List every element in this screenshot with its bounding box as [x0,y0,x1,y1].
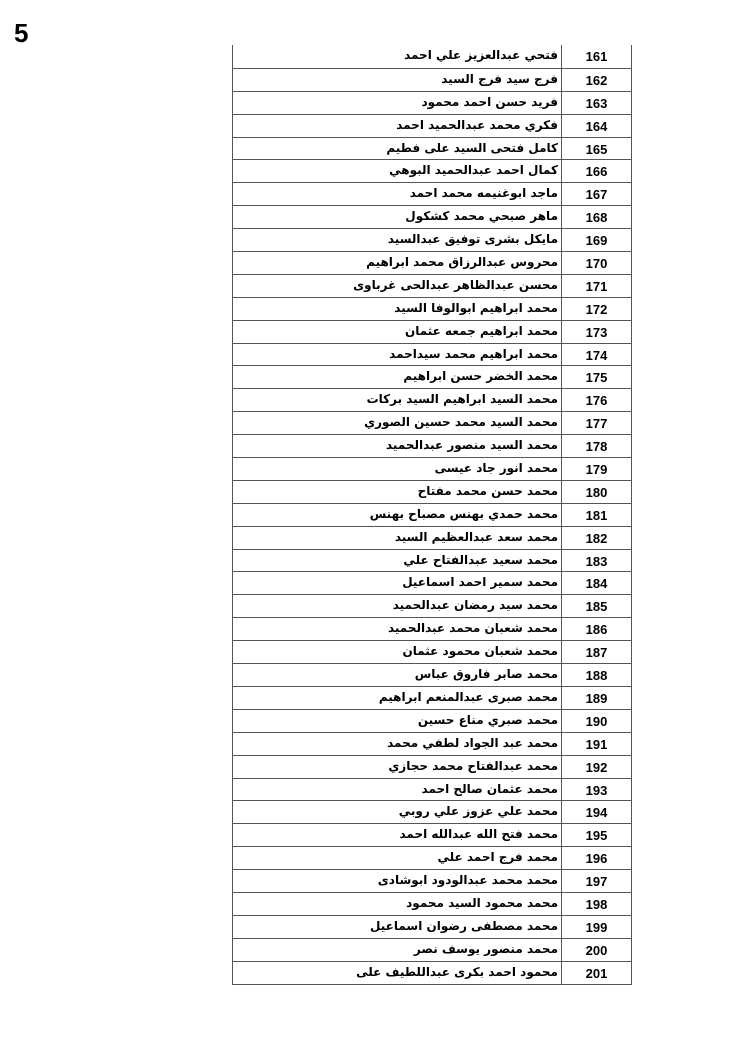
name-cell: محمد صبري مناع حسين [233,710,562,732]
number-cell: 175 [585,370,608,386]
number-cell: 169 [585,233,608,249]
name-cell: محسن عبدالظاهر عبدالحى غرباوى [233,275,562,297]
table-row [233,274,631,297]
name-cell: كامل فتحى السيد على فطيم [233,138,562,160]
number-cell: 164 [585,118,608,134]
number-cell: 185 [585,599,608,615]
table-row [233,709,631,732]
number-cell: 191 [585,736,608,752]
table-row [233,663,631,686]
number-cell: 196 [585,851,608,867]
number-cell: 168 [585,210,608,226]
table-row [233,549,631,572]
number-cell: 194 [585,805,608,821]
name-cell: محمد حسن محمد مفتاح [233,481,562,503]
name-cell: فريد حسن احمد محمود [233,92,562,114]
name-cell: محمد صابر فاروق عباس [233,664,562,686]
number-cell: 197 [585,874,608,890]
number-cell: 174 [585,347,608,363]
table-row [233,137,631,160]
number-cell: 179 [585,462,608,478]
name-cell: محمد السيد محمد حسين الصوري [233,412,562,434]
number-cell: 170 [585,256,608,272]
table-row [233,388,631,411]
name-cell: محمد حمدي بهنس مصباح بهنس [233,504,562,526]
name-cell: ماجد ابوغنيمه محمد احمد [233,183,562,205]
table-row [233,182,631,205]
table-row [233,823,631,846]
name-cell: محمد سعد عبدالعظيم السيد [233,527,562,549]
number-cell: 178 [585,439,608,455]
name-cell: فكري محمد عبدالحميد احمد [233,115,562,137]
name-cell: محمد محمد عبدالودود ابوشادى [233,870,562,892]
table-row [233,503,631,526]
number-cell: 199 [585,919,608,935]
number-cell: 162 [585,72,608,88]
table-row [233,91,631,114]
table-row [233,297,631,320]
table-row [233,68,631,91]
name-cell: محمد سمير احمد اسماعيل [233,572,562,594]
table-row [233,686,631,709]
name-cell: محمد شعبان محمد عبدالحميد [233,618,562,640]
name-cell: محمد عبدالفتاح محمد حجازي [233,756,562,778]
number-cell: 161 [585,49,608,64]
number-cell: 167 [585,187,608,203]
number-cell: 189 [585,690,608,706]
name-cell: ماهر صبحي محمد كشكول [233,206,562,228]
table-row [233,205,631,228]
name-cell: محمود احمد بكرى عبداللطيف على [233,962,562,984]
name-cell: محمد فتح الله عبدالله احمد [233,824,562,846]
name-cell: محمد ابراهيم جمعه عثمان [233,321,562,343]
number-cell: 186 [585,622,608,638]
number-cell: 180 [585,484,608,500]
table-row [233,320,631,343]
name-cell: محمد علي عزوز علي روبي [233,801,562,823]
table-row [233,755,631,778]
table-row [233,457,631,480]
name-cell: فرج سيد فرج السيد [233,69,562,91]
number-cell: 166 [585,164,608,180]
name-cell: مايكل بشرى توفيق عبدالسيد [233,229,562,251]
name-cell: محمد شعبان محمود عثمان [233,641,562,663]
number-cell: 173 [585,324,608,340]
table-row [233,571,631,594]
table-row [233,251,631,274]
number-cell: 193 [585,782,608,798]
name-cell: محمد صبرى عبدالمنعم ابراهيم [233,687,562,709]
name-cell: محمد منصور يوسف نصر [233,939,562,961]
number-cell: 183 [585,553,608,569]
table-row [233,617,631,640]
name-cell: محمد سيد رمضان عبدالحميد [233,595,562,617]
table-row [233,846,631,869]
page-number: 5 [14,18,29,48]
name-cell: محمد ابراهيم ابوالوفا السيد [233,298,562,320]
table-row [233,114,631,137]
table-row [233,961,631,984]
name-cell: فتحي عبدالعزيز علي احمد [233,45,562,68]
number-cell: 171 [585,278,608,294]
name-cell: محمد محمود السيد محمود [233,893,562,915]
number-cell: 195 [585,828,608,844]
number-cell: 165 [585,141,608,157]
name-cell: محمد ابراهيم محمد سيداحمد [233,344,562,366]
table-row [233,365,631,388]
name-cell: محمد السيد ابراهيم السيد بركات [233,389,562,411]
number-cell: 198 [585,896,608,912]
name-cell: محمد الخضر حسن ابراهيم [233,366,562,388]
table-row [233,45,631,68]
name-cell: محمد انور جاد عيسى [233,458,562,480]
table-row [233,594,631,617]
number-cell: 184 [585,576,608,592]
table-row [233,869,631,892]
table-row [233,526,631,549]
number-cell: 190 [585,713,608,729]
name-cell: محمد السيد منصور عبدالحميد [233,435,562,457]
table-row [233,411,631,434]
table-row [233,159,631,182]
table-row [233,732,631,755]
number-cell: 172 [585,301,608,317]
name-cell: كمال احمد عبدالحميد البوهي [233,160,562,182]
table-row [233,640,631,663]
table-row [233,892,631,915]
number-cell: 192 [585,759,608,775]
number-cell: 163 [585,95,608,111]
table-row [233,228,631,251]
number-cell: 200 [585,942,608,958]
table-row [233,778,631,801]
name-cell: محمد سعيد عبدالفتاح علي [233,550,562,572]
name-cell: محمد فرج احمد علي [233,847,562,869]
number-cell: 201 [585,965,608,981]
table-row [233,915,631,938]
number-cell: 176 [585,393,608,409]
number-cell: 188 [585,668,608,684]
names-table [232,45,632,985]
number-cell: 182 [585,530,608,546]
table-row [233,343,631,366]
number-cell: 177 [585,416,608,432]
table-row [233,938,631,961]
name-cell: محمد عبد الجواد لطفي محمد [233,733,562,755]
table-row [233,480,631,503]
table-row [233,434,631,457]
name-cell: محروس عبدالرزاق محمد ابراهيم [233,252,562,274]
name-cell: محمد عثمان صالح احمد [233,779,562,801]
name-cell: محمد مصطفى رضوان اسماعيل [233,916,562,938]
table-row [233,800,631,823]
number-cell: 181 [585,507,608,523]
number-cell: 187 [585,645,608,661]
